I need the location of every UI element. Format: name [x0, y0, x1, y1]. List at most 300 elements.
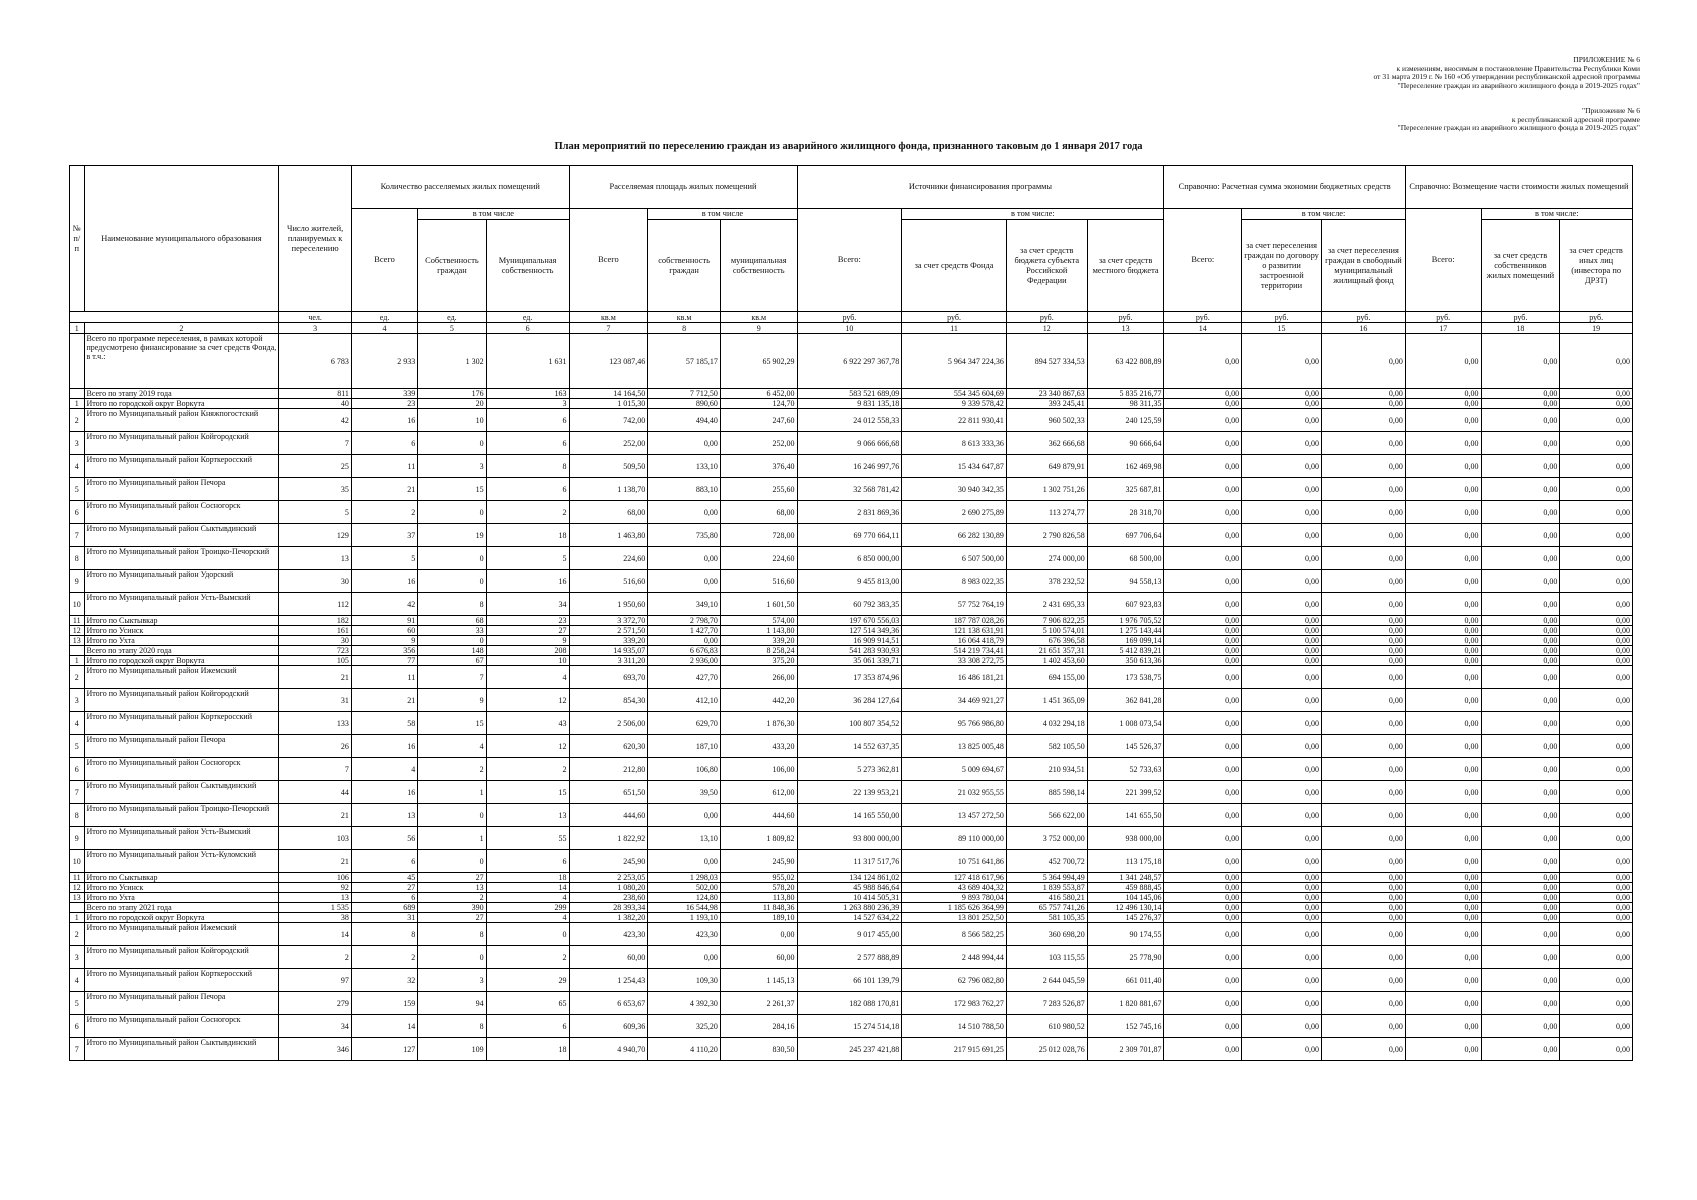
municipality-name-cell: Итого по Ухта — [84, 893, 279, 903]
row-number-cell: 4 — [70, 455, 85, 478]
value-cell: 0,00 — [648, 636, 721, 646]
value-cell: 0,00 — [1321, 616, 1405, 626]
value-cell: 161 — [279, 626, 352, 636]
value-cell: 0,00 — [1560, 689, 1633, 712]
value-cell: 52 733,63 — [1087, 758, 1164, 781]
value-cell: 0,00 — [1164, 646, 1242, 656]
value-cell: 3 372,70 — [569, 616, 648, 626]
value-cell: 0,00 — [648, 432, 721, 455]
program-appendix-header — [1398, 107, 1640, 133]
column-number-cell: 10 — [797, 323, 902, 334]
row-number-cell: 9 — [70, 570, 85, 593]
value-cell: 0,00 — [1481, 455, 1560, 478]
value-cell: 0,00 — [1242, 903, 1322, 913]
value-cell: 65 — [486, 992, 569, 1015]
value-cell: 1 876,30 — [720, 712, 797, 735]
value-cell: 43 689 404,32 — [902, 883, 1007, 893]
value-cell: 960 502,33 — [1006, 409, 1087, 432]
value-cell: 13 — [486, 804, 569, 827]
value-cell: 68,00 — [569, 501, 648, 524]
column-number-cell: 8 — [648, 323, 721, 334]
value-cell: 0,00 — [1405, 501, 1481, 524]
value-cell: 0,00 — [1405, 923, 1481, 946]
value-cell: 221 399,52 — [1087, 781, 1164, 804]
value-cell: 14 510 788,50 — [902, 1015, 1007, 1038]
value-cell: 0,00 — [1560, 646, 1633, 656]
value-cell: 0,00 — [1321, 893, 1405, 903]
table-row — [70, 389, 1633, 399]
value-cell: 65 902,29 — [720, 334, 797, 389]
column-number-cell: 7 — [569, 323, 648, 334]
row-number-cell: 6 — [70, 501, 85, 524]
value-cell: 0,00 — [1560, 501, 1633, 524]
value-cell: 9 455 813,00 — [797, 570, 902, 593]
value-cell: 159 — [351, 992, 417, 1015]
value-cell: 98 311,35 — [1087, 399, 1164, 409]
value-cell: 0,00 — [1405, 570, 1481, 593]
value-cell: 0,00 — [1242, 969, 1322, 992]
value-cell: 2 936,00 — [648, 656, 721, 666]
value-cell: 581 105,35 — [1006, 913, 1087, 923]
value-cell: 12 — [486, 735, 569, 758]
value-cell: 4 940,70 — [569, 1038, 648, 1061]
row-number-cell: 7 — [70, 781, 85, 804]
value-cell: 30 — [279, 636, 352, 646]
value-cell: 0,00 — [1242, 570, 1322, 593]
value-cell: 0,00 — [1405, 636, 1481, 646]
value-cell: 14 935,07 — [569, 646, 648, 656]
value-cell: 12 496 130,14 — [1087, 903, 1164, 913]
value-cell: 121 138 631,91 — [902, 626, 1007, 636]
unit-cell: ед. — [486, 312, 569, 323]
row-number-cell: 3 — [70, 432, 85, 455]
value-cell: 6 — [486, 478, 569, 501]
table-row — [70, 827, 1633, 850]
value-cell: 0,00 — [1405, 758, 1481, 781]
value-cell: 0,00 — [1560, 666, 1633, 689]
value-cell: 0,00 — [1405, 850, 1481, 873]
column-number-cell: 9 — [720, 323, 797, 334]
value-cell: 0,00 — [648, 501, 721, 524]
value-cell: 509,50 — [569, 455, 648, 478]
value-cell: 21 — [279, 804, 352, 827]
value-cell: 39,50 — [648, 781, 721, 804]
value-cell: 0,00 — [1405, 946, 1481, 969]
municipality-name-cell: Итого по городской округ Воркута — [84, 656, 279, 666]
table-row — [70, 712, 1633, 735]
value-cell: 5 — [279, 501, 352, 524]
value-cell: 16 544,98 — [648, 903, 721, 913]
header-right-2-line: "Приложение № 6 — [1582, 106, 1640, 115]
value-cell: 0,00 — [1164, 913, 1242, 923]
value-cell: 16 246 997,76 — [797, 455, 902, 478]
value-cell: 127 — [351, 1038, 417, 1061]
value-cell: 0,00 — [1481, 923, 1560, 946]
table-row — [70, 850, 1633, 873]
row-number-cell — [70, 389, 85, 399]
value-cell: 0,00 — [1164, 923, 1242, 946]
value-cell: 266,00 — [720, 666, 797, 689]
value-cell: 6 653,67 — [569, 992, 648, 1015]
savings-group-header: Справочно: Расчетная сумма экономии бюджетных средств — [1164, 166, 1405, 209]
unit-cell: руб. — [902, 312, 1007, 323]
value-cell: 0,00 — [1242, 893, 1322, 903]
municipality-name-cell: Итого по Муниципальный район Койгородский — [84, 689, 279, 712]
value-cell: 0,00 — [1164, 893, 1242, 903]
value-cell: 0,00 — [1164, 873, 1242, 883]
free-fund-header: за счет переселения граждан в свободный муниципальный жилищный фонд — [1321, 220, 1405, 312]
value-cell: 299 — [486, 903, 569, 913]
local-budget-header: за счет средств местного бюджета — [1087, 220, 1164, 312]
value-cell: 37 — [351, 524, 417, 547]
value-cell: 0,00 — [1481, 616, 1560, 626]
value-cell: 0,00 — [1164, 758, 1242, 781]
value-cell: 0,00 — [1164, 827, 1242, 850]
value-cell: 27 — [351, 883, 417, 893]
value-cell: 8 — [351, 923, 417, 946]
value-cell: 0,00 — [1164, 478, 1242, 501]
municipality-name-cell: Итого по Муниципальный район Усть-Куломский — [84, 850, 279, 873]
document-title: План мероприятий по переселению граждан из аварийного жилищного фонда, признанного таковым до 1 января 2017 года — [554, 141, 1143, 152]
value-cell: 27 — [418, 913, 486, 923]
value-cell: 1 427,70 — [648, 626, 721, 636]
value-cell: 5 835 216,77 — [1087, 389, 1164, 399]
value-cell: 163 — [486, 389, 569, 399]
table-row — [70, 946, 1633, 969]
value-cell: 16 486 181,21 — [902, 666, 1007, 689]
row-number-cell: 10 — [70, 593, 85, 616]
value-cell: 885 598,14 — [1006, 781, 1087, 804]
municipality-name-cell: Итого по Муниципальный район Сосногорск — [84, 501, 279, 524]
value-cell: 3 752 000,00 — [1006, 827, 1087, 850]
value-cell: 4 — [486, 913, 569, 923]
value-cell: 0,00 — [1164, 781, 1242, 804]
value-cell: 0,00 — [1481, 432, 1560, 455]
col-name-header: Наименование муниципального образования — [84, 166, 279, 312]
value-cell: 0,00 — [1405, 399, 1481, 409]
value-cell: 566 622,00 — [1006, 804, 1087, 827]
value-cell: 0,00 — [1321, 1038, 1405, 1061]
value-cell: 0,00 — [1560, 804, 1633, 827]
value-cell: 23 340 867,63 — [1006, 389, 1087, 399]
value-cell: 172 983 762,27 — [902, 992, 1007, 1015]
value-cell: 0,00 — [1405, 913, 1481, 923]
value-cell: 0,00 — [1405, 735, 1481, 758]
table-row — [70, 666, 1633, 689]
value-cell: 7 — [279, 432, 352, 455]
value-cell: 0,00 — [1481, 524, 1560, 547]
value-cell: 5 — [351, 547, 417, 570]
column-number-cell: 19 — [1560, 323, 1633, 334]
value-cell: 0,00 — [1164, 636, 1242, 646]
value-cell: 955,02 — [720, 873, 797, 883]
value-cell: 8 — [418, 1015, 486, 1038]
value-cell: 2 — [418, 893, 486, 903]
value-cell: 0,00 — [1164, 389, 1242, 399]
value-cell: 3 — [486, 399, 569, 409]
value-cell: 2 431 695,33 — [1006, 593, 1087, 616]
value-cell: 0,00 — [1321, 827, 1405, 850]
value-cell: 0,00 — [1405, 432, 1481, 455]
value-cell: 0 — [418, 432, 486, 455]
table-row — [70, 883, 1633, 893]
unit-cell: кв.м — [720, 312, 797, 323]
value-cell: 514 219 734,41 — [902, 646, 1007, 656]
value-cell: 0,00 — [1560, 524, 1633, 547]
refund-total-header: Всего: — [1405, 209, 1481, 312]
table-row — [70, 478, 1633, 501]
value-cell: 0,00 — [1321, 389, 1405, 399]
value-cell: 2 690 275,89 — [902, 501, 1007, 524]
value-cell: 129 — [279, 524, 352, 547]
row-number-cell: 5 — [70, 992, 85, 1015]
value-cell: 0,00 — [1481, 636, 1560, 646]
row-number-cell — [70, 903, 85, 913]
value-cell: 245 237 421,88 — [797, 1038, 902, 1061]
appendix-header — [1374, 56, 1640, 90]
value-cell: 0,00 — [1164, 903, 1242, 913]
value-cell: 0,00 — [1242, 1038, 1322, 1061]
row-number-cell: 8 — [70, 804, 85, 827]
value-cell: 8 — [418, 923, 486, 946]
value-cell: 9 066 666,68 — [797, 432, 902, 455]
dev-contract-header: за счет переселения граждан по договору о развитии застроенной территории — [1242, 220, 1322, 312]
unit-cell: руб. — [1481, 312, 1560, 323]
value-cell: 0,00 — [1560, 992, 1633, 1015]
value-cell: 0,00 — [1242, 547, 1322, 570]
value-cell: 0,00 — [1321, 735, 1405, 758]
value-cell: 182 — [279, 616, 352, 626]
table-row — [70, 399, 1633, 409]
value-cell: 68,00 — [720, 501, 797, 524]
value-cell: 1 535 — [279, 903, 352, 913]
value-cell: 1 193,10 — [648, 913, 721, 923]
value-cell: 0,00 — [1321, 666, 1405, 689]
value-cell: 0,00 — [1481, 626, 1560, 636]
municipality-name-cell: Итого по Усинск — [84, 626, 279, 636]
fund-header: за счет средств Фонда — [902, 220, 1007, 312]
value-cell: 28 318,70 — [1087, 501, 1164, 524]
value-cell: 0,00 — [1560, 827, 1633, 850]
value-cell: 252,00 — [569, 432, 648, 455]
value-cell: 0,00 — [1405, 478, 1481, 501]
value-cell: 4 110,20 — [648, 1038, 721, 1061]
value-cell: 0,00 — [1481, 1038, 1560, 1061]
value-cell: 187 787 028,26 — [902, 616, 1007, 626]
municipality-name-cell: Итого по Муниципальный район Усть-Вымский — [84, 593, 279, 616]
value-cell: 0,00 — [1560, 712, 1633, 735]
value-cell: 57 752 764,19 — [902, 593, 1007, 616]
row-number-cell: 1 — [70, 913, 85, 923]
value-cell: 890,60 — [648, 399, 721, 409]
value-cell: 516,60 — [720, 570, 797, 593]
value-cell: 9 339 578,42 — [902, 399, 1007, 409]
value-cell: 0,00 — [1560, 334, 1633, 389]
value-cell: 689 — [351, 903, 417, 913]
value-cell: 1 809,82 — [720, 827, 797, 850]
value-cell: 0,00 — [1405, 646, 1481, 656]
value-cell: 0,00 — [1164, 455, 1242, 478]
value-cell: 609,36 — [569, 1015, 648, 1038]
value-cell: 0,00 — [1321, 636, 1405, 646]
value-cell: 629,70 — [648, 712, 721, 735]
value-cell: 0,00 — [1481, 883, 1560, 893]
value-cell: 0,00 — [1405, 524, 1481, 547]
value-cell: 106,80 — [648, 758, 721, 781]
value-cell: 15 274 514,18 — [797, 1015, 902, 1038]
value-cell: 1 631 — [486, 334, 569, 389]
row-number-cell: 12 — [70, 626, 85, 636]
value-cell: 0,00 — [1164, 334, 1242, 389]
value-cell: 106 — [279, 873, 352, 883]
savings-incl-header: в том числе: — [1242, 209, 1406, 220]
value-cell: 189,10 — [720, 913, 797, 923]
value-cell: 0,00 — [1242, 827, 1322, 850]
col-residents-header: Число жителей, планируемых к переселению — [279, 166, 352, 312]
value-cell: 212,80 — [569, 758, 648, 781]
value-cell: 5 364 994,49 — [1006, 873, 1087, 883]
value-cell: 44 — [279, 781, 352, 804]
value-cell: 6 — [351, 893, 417, 903]
finance-total-header: Всего: — [797, 209, 902, 312]
subject-budget-header: за счет средств бюджета субъекта Российской Федерации — [1006, 220, 1087, 312]
row-number-cell: 13 — [70, 636, 85, 646]
value-cell: 0,00 — [1560, 903, 1633, 913]
value-cell: 0,00 — [1405, 804, 1481, 827]
municipality-name-cell: Итого по Сыктывкар — [84, 616, 279, 626]
value-cell: 18 — [486, 1038, 569, 1061]
value-cell: 0 — [418, 804, 486, 827]
value-cell: 649 879,91 — [1006, 455, 1087, 478]
unit-cell: руб. — [1087, 312, 1164, 323]
value-cell: 13 — [418, 883, 486, 893]
value-cell: 583 521 689,09 — [797, 389, 902, 399]
value-cell: 58 — [351, 712, 417, 735]
value-cell: 182 088 170,81 — [797, 992, 902, 1015]
value-cell: 106,00 — [720, 758, 797, 781]
value-cell: 0,00 — [1405, 616, 1481, 626]
value-cell: 0,00 — [1405, 1015, 1481, 1038]
value-cell: 362 841,28 — [1087, 689, 1164, 712]
count-own-header: Собственность граждан — [418, 220, 486, 312]
row-number-cell: 1 — [70, 399, 85, 409]
value-cell: 32 568 781,42 — [797, 478, 902, 501]
value-cell: 38 — [279, 913, 352, 923]
value-cell: 5 412 839,21 — [1087, 646, 1164, 656]
table-row — [70, 781, 1633, 804]
column-number-cell: 4 — [351, 323, 417, 334]
value-cell: 516,60 — [569, 570, 648, 593]
value-cell: 0,00 — [1164, 735, 1242, 758]
table-row — [70, 913, 1633, 923]
value-cell: 0,00 — [1481, 646, 1560, 656]
value-cell: 208 — [486, 646, 569, 656]
value-cell: 0,00 — [1321, 524, 1405, 547]
value-cell: 92 — [279, 883, 352, 893]
value-cell: 444,60 — [569, 804, 648, 827]
value-cell: 0,00 — [1560, 883, 1633, 893]
value-cell: 1 080,20 — [569, 883, 648, 893]
value-cell: 1 382,20 — [569, 913, 648, 923]
value-cell: 0,00 — [1242, 389, 1322, 399]
value-cell: 0,00 — [1164, 1015, 1242, 1038]
unit-cell: руб. — [1321, 312, 1405, 323]
value-cell: 0,00 — [1242, 409, 1322, 432]
value-cell: 109 — [418, 1038, 486, 1061]
value-cell: 15 — [418, 478, 486, 501]
value-cell: 4 — [486, 893, 569, 903]
value-cell: 0,00 — [1481, 712, 1560, 735]
value-cell: 0,00 — [1405, 903, 1481, 913]
value-cell: 0,00 — [1242, 883, 1322, 893]
value-cell: 68 — [418, 616, 486, 626]
value-cell: 89 110 000,00 — [902, 827, 1007, 850]
value-cell: 0,00 — [1321, 903, 1405, 913]
value-cell: 0,00 — [1560, 616, 1633, 626]
value-cell: 0,00 — [1242, 804, 1322, 827]
value-cell: 0,00 — [648, 804, 721, 827]
value-cell: 0,00 — [1164, 501, 1242, 524]
value-cell: 0,00 — [1560, 758, 1633, 781]
table-row — [70, 432, 1633, 455]
value-cell: 0,00 — [1560, 1015, 1633, 1038]
row-number-cell: 8 — [70, 547, 85, 570]
value-cell: 830,50 — [720, 1038, 797, 1061]
value-cell: 0,00 — [1321, 626, 1405, 636]
value-cell: 148 — [418, 646, 486, 656]
value-cell: 2 831 869,36 — [797, 501, 902, 524]
value-cell: 1 839 553,87 — [1006, 883, 1087, 893]
value-cell: 9 — [351, 636, 417, 646]
value-cell: 60,00 — [720, 946, 797, 969]
value-cell: 57 185,17 — [648, 334, 721, 389]
value-cell: 582 105,50 — [1006, 735, 1087, 758]
value-cell: 1 — [418, 781, 486, 804]
table-row — [70, 334, 1633, 389]
value-cell: 0,00 — [1242, 992, 1322, 1015]
refund-group-header: Справочно: Возмещение части стоимости жилых помещений — [1405, 166, 1632, 209]
column-number-cell: 14 — [1164, 323, 1242, 334]
value-cell: 1 402 453,60 — [1006, 656, 1087, 666]
count-incl-header: в том числе — [418, 209, 569, 220]
value-cell: 554 345 604,69 — [902, 389, 1007, 399]
value-cell: 16 — [486, 570, 569, 593]
value-cell: 0,00 — [1560, 389, 1633, 399]
table-row — [70, 804, 1633, 827]
value-cell: 0,00 — [1560, 873, 1633, 883]
value-cell: 8 983 022,35 — [902, 570, 1007, 593]
value-cell: 13,10 — [648, 827, 721, 850]
value-cell: 13 801 252,50 — [902, 913, 1007, 923]
value-cell: 30 — [279, 570, 352, 593]
resettlement-plan-table — [69, 165, 1633, 1061]
value-cell: 29 — [486, 969, 569, 992]
value-cell: 0 — [418, 501, 486, 524]
municipality-name-cell: Итого по Муниципальный район Удорский — [84, 570, 279, 593]
finance-group-header: Источники финансирования программы — [797, 166, 1164, 209]
value-cell: 21 — [351, 689, 417, 712]
value-cell: 651,50 — [569, 781, 648, 804]
value-cell: 0,00 — [1242, 712, 1322, 735]
value-cell: 238,60 — [569, 893, 648, 903]
value-cell: 2 253,05 — [569, 873, 648, 883]
savings-total-header: Всего: — [1164, 209, 1242, 312]
row-number-cell: 2 — [70, 666, 85, 689]
value-cell: 25 778,90 — [1087, 946, 1164, 969]
value-cell: 9 831 135,18 — [797, 399, 902, 409]
header-right-1-line: "Переселение граждан из аварийного жилищного фонда в 2019-2025 годах" — [1397, 80, 1640, 90]
value-cell: 279 — [279, 992, 352, 1015]
